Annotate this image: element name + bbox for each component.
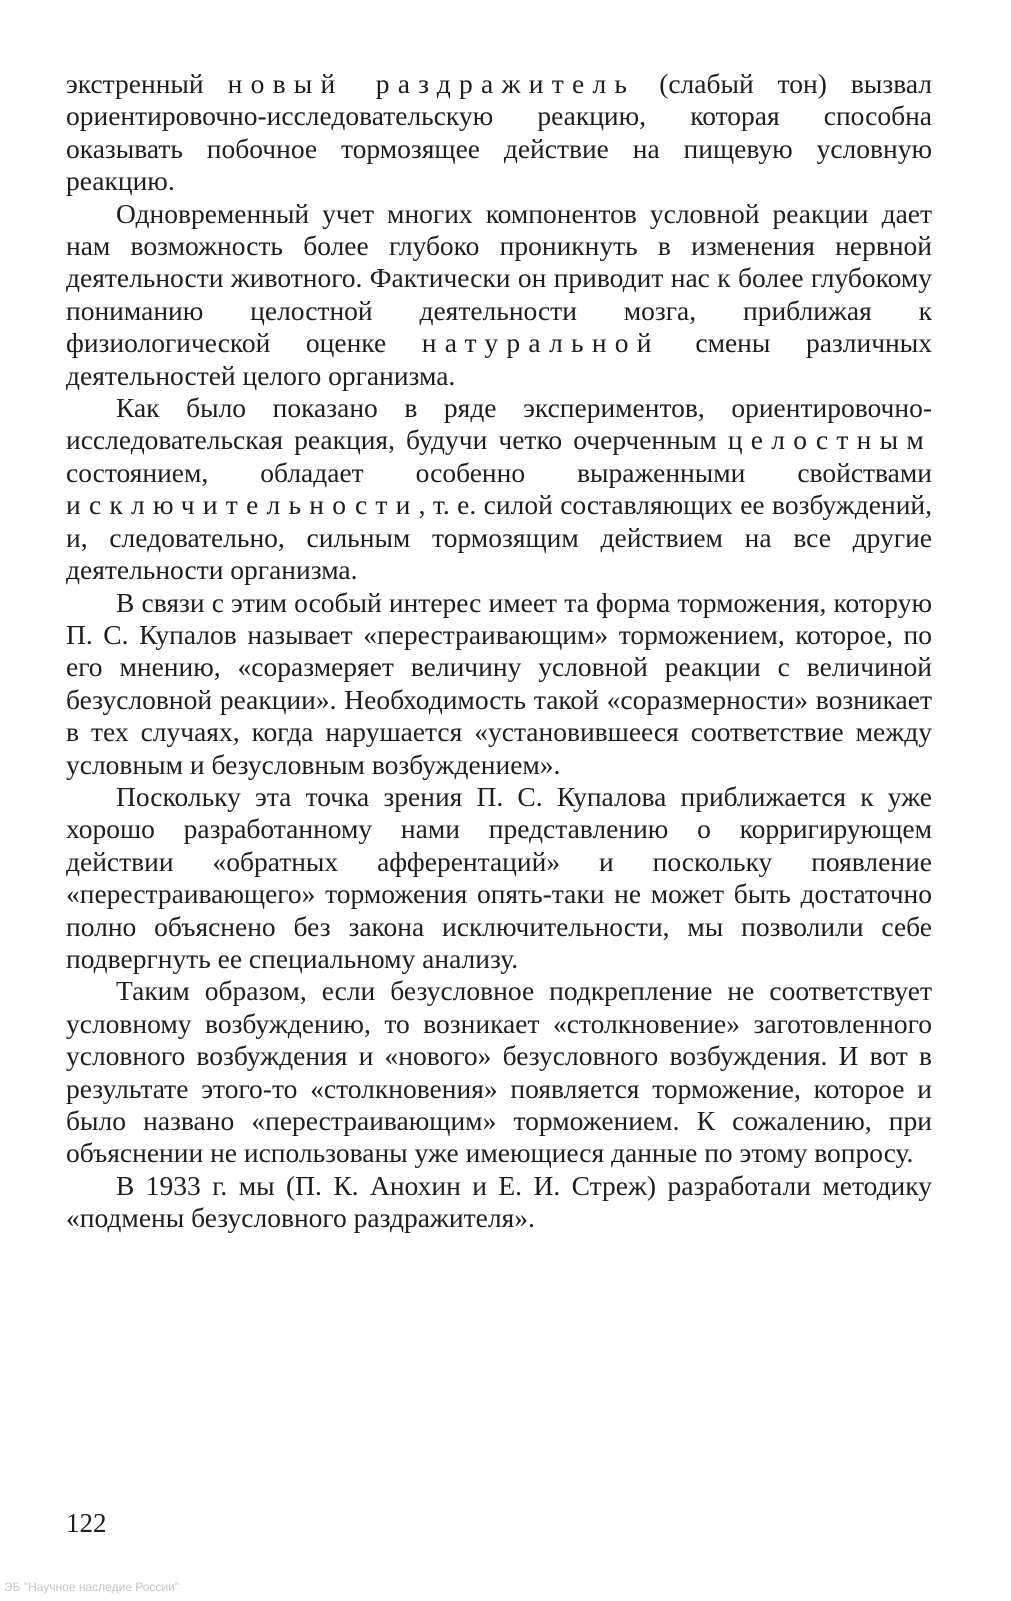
- paragraph: [66, 392, 932, 586]
- paragraph: [66, 1170, 932, 1235]
- emphasized-text: целостным: [727, 424, 932, 456]
- paragraph: [66, 781, 932, 975]
- emphasized-text: исключительности: [66, 489, 419, 521]
- text-run: состоянием, обладает особенно выраженными свойствами: [66, 456, 932, 488]
- paragraph: [66, 68, 932, 198]
- library-watermark: ЭБ "Научное наследие России": [4, 1580, 180, 1594]
- paragraph: [66, 975, 932, 1169]
- text-run: Одновременный учет многих компонентов условной реакции дает нам возможность более глубоко проникнуть в изменения нервной деятельности животного. Фактически он приводит нас к более глубокому пониманию целостной деятельности мозга, приближая к физиологической оценке: [66, 197, 932, 359]
- paragraph: [66, 587, 932, 781]
- emphasized-text: новый раздражитель: [227, 68, 636, 99]
- page-number: 122: [66, 1508, 107, 1538]
- text-run: экстренный: [66, 68, 228, 99]
- paragraph: [66, 198, 932, 392]
- text-run: В 1933 г. мы (П. К. Анохин и Е. И. Стреж) разработали методику «подмены безусловного раздражителя».: [66, 1169, 932, 1234]
- text-run: , т. е. силой составляющих ее возбуждений, и, следовательно, сильным тормозящим действием на все другие деятельности организма.: [66, 489, 932, 586]
- text-run: В связи с этим особый интерес имеет та форма торможения, которую П. С. Купалов называет «перестраивающим» торможением, которое, по его мнению, «соразмеряет величину условной реакции с величиной безусловной реакции». Необходимость такой «соразмерности» возникает в тех случаях, когда нарушается «установившееся соответствие между условным и безусловным возбуждением».: [66, 586, 932, 780]
- text-run: Поскольку эта точка зрения П. С. Купалова приближается к уже хорошо разработанному нами представлению о корригирующем действии «обратных афферентаций» и поскольку появление «перестраивающего» торможения опять-таки не может быть достаточно полно объяснено без закона исключительности, мы позволили себе подвергнуть ее специальному анализу.: [66, 780, 932, 974]
- text-run: (слабый тон) вызвал ориентировочно-исследовательскую реакцию, которая способна оказывать побочное тормозящее действие на пищевую условную реакцию.: [66, 68, 933, 197]
- page-body-text: [66, 68, 932, 1235]
- text-run: Таким образом, если безусловное подкрепление не соответствует условному возбуждению, то возникает «столкновение» заготовленного условного возбуждения и «нового» безусловного возбуждения. И вот в результате этого-то «столкновения» появляется торможение, которое и было названо «перестраивающим» торможением. К сожалению, при объяснении не использованы уже имеющиеся данные по этому вопросу.: [66, 975, 932, 1169]
- emphasized-text: натуральной: [421, 327, 660, 359]
- text-run: смены различных деятельностей целого организма.: [66, 327, 932, 391]
- text-run: Как было показано в ряде экспериментов, ориентировочно-исследовательская реакция, будучи четко очерченным: [66, 392, 932, 456]
